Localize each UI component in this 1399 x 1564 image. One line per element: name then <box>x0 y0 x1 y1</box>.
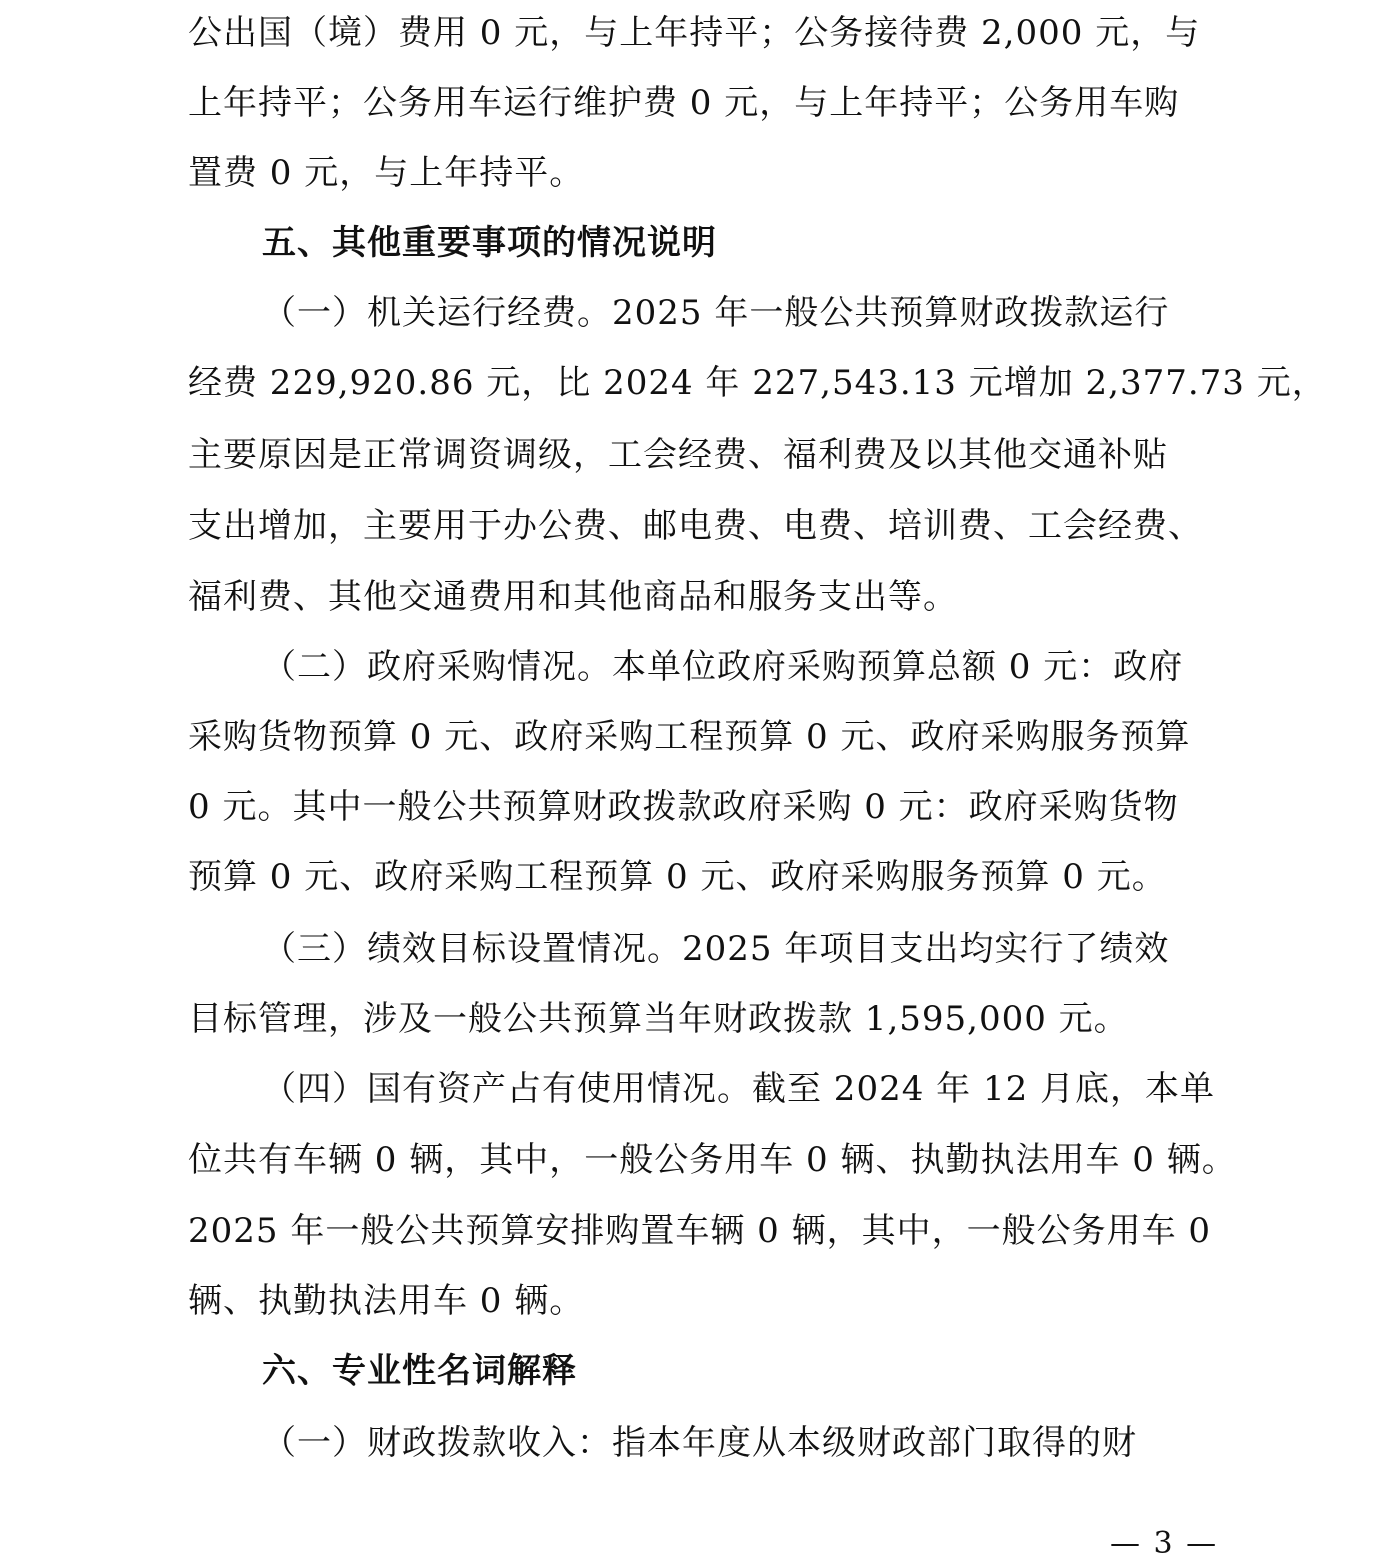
body-line: 上年持平；公务用车运行维护费 0 元，与上年持平；公务用车购 <box>188 83 1180 123</box>
page-number: — 3 — <box>1110 1526 1219 1561</box>
body-line: 支出增加，主要用于办公费、邮电费、电费、培训费、工会经费、 <box>188 506 1203 546</box>
body-line: （三）绩效目标设置情况。2025 年项目支出均实行了绩效 <box>262 929 1170 969</box>
section-heading-six: 六、专业性名词解释 <box>262 1351 577 1391</box>
body-line: 公出国（境）费用 0 元，与上年持平；公务接待费 2,000 元，与 <box>188 13 1201 53</box>
body-line: （一）机关运行经费。2025 年一般公共预算财政拨款运行 <box>262 293 1170 333</box>
body-line: 主要原因是正常调资调级，工会经费、福利费及以其他交通补贴 <box>188 435 1168 475</box>
body-line: 2025 年一般公共预算安排购置车辆 0 辆，其中，一般公务用车 0 <box>188 1211 1212 1251</box>
section-heading-five: 五、其他重要事项的情况说明 <box>262 223 717 263</box>
body-line: 目标管理，涉及一般公共预算当年财政拨款 1,595,000 元。 <box>188 999 1129 1039</box>
body-line: 福利费、其他交通费用和其他商品和服务支出等。 <box>188 577 958 617</box>
body-line: 辆、执勤执法用车 0 辆。 <box>188 1281 585 1321</box>
body-line: 采购货物预算 0 元、政府采购工程预算 0 元、政府采购服务预算 <box>188 717 1191 757</box>
body-line: 位共有车辆 0 辆，其中，一般公务用车 0 辆、执勤执法用车 0 辆。 <box>188 1140 1237 1180</box>
body-line: （一）财政拨款收入：指本年度从本级财政部门取得的财 <box>262 1423 1137 1463</box>
body-line: 经费 229,920.86 元，比 2024 年 227,543.13 元增加 2,377.73 元， <box>188 363 1327 403</box>
body-line: 预算 0 元、政府采购工程预算 0 元、政府采购服务预算 0 元。 <box>188 857 1167 897</box>
body-line: （二）政府采购情况。本单位政府采购预算总额 0 元：政府 <box>262 647 1184 687</box>
body-line: 置费 0 元，与上年持平。 <box>188 153 585 193</box>
body-line: 0 元。其中一般公共预算财政拨款政府采购 0 元：政府采购货物 <box>188 787 1179 827</box>
body-line: （四）国有资产占有使用情况。截至 2024 年 12 月底，本单 <box>262 1069 1216 1109</box>
